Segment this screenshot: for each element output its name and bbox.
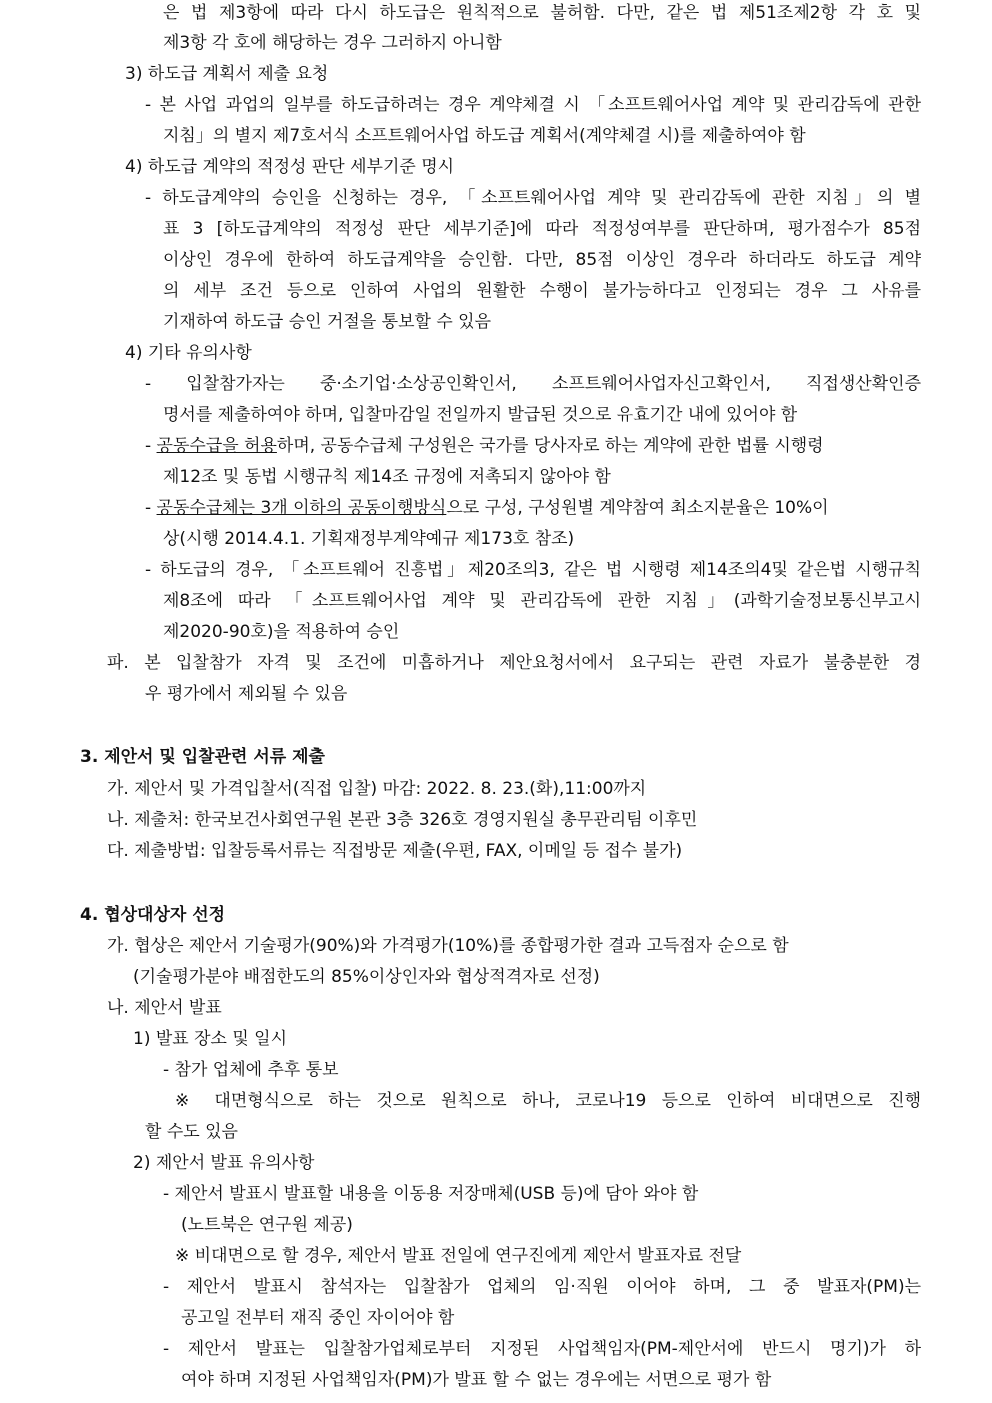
text-line: 가. 협상은 제안서 기술평가(90%)와 가격평가(10%)를 종합평가한 결과 고득점자 순으로 함 — [107, 936, 789, 956]
text-line: 상(시행 2014.4.1. 기획재정부계약예규 제173호 참조) — [163, 529, 575, 549]
dash: - — [145, 436, 157, 456]
text-span: 하며, 공동수급체 구성원은 국가를 당사자로 하는 계약에 관한 법률 시행령 — [276, 436, 824, 456]
section-heading: 4. 협상대상자 선정 — [80, 905, 226, 925]
text-line: 제3항 각 호에 해당하는 경우 그러하지 아니함 — [163, 33, 502, 53]
subsection-heading: 4) 기타 유의사항 — [125, 343, 252, 363]
text-line: 다. 제출방법: 입찰등록서류는 직접방문 제출(우편, FAX, 이메일 등 접수 불가) — [107, 841, 683, 861]
text-line: 기재하여 하도급 승인 거절을 통보할 수 있음 — [163, 312, 492, 332]
text-line: 표 3 [하도급계약의 적정성 판단 세부기준]에 따라 적정성여부를 판단하며, 평가점수가 85점 — [163, 219, 921, 239]
text-line: - 입찰참가자는 중·소기업·소상공인확인서, 소프트웨어사업자신고확인서, 직접생산확인증 — [145, 374, 921, 394]
note-line: ※ 비대면으로 할 경우, 제안서 발표 전일에 연구진에게 제안서 발표자료 전달 — [175, 1246, 742, 1266]
text-line: 나. 제안서 발표 — [107, 998, 222, 1018]
text-line: - 제안서 발표는 입찰참가업체로부터 지정된 사업책임자(PM-제안서에 반드시 명기)가 하 — [163, 1339, 921, 1359]
text-line: 제8조에 따라 「소프트웨어사업 계약 및 관리감독에 관한 지침」(과학기술정보통신부고시 — [163, 591, 921, 611]
text-line: - 본 사업 과업의 일부를 하도급하려는 경우 계약체결 시 「소프트웨어사업 계약 및 관리감독에 관한 — [145, 95, 921, 115]
text-line: 파. 본 입찰참가 자격 및 조건에 미흡하거나 제안요청서에서 요구되는 관련 자료가 불충분한 경 — [107, 653, 921, 673]
text-line: 의 세부 조건 등으로 인하여 사업의 원활한 수행이 불가능하다고 인정되는 경우 그 사유를 — [163, 281, 921, 301]
text-line: 여야 하며 지정된 사업책임자(PM)가 발표 할 수 없는 경우에는 서면으로 평가 함 — [181, 1370, 772, 1390]
text-span: 으로 구성, 구성원별 계약참여 최소지분율은 10%이 — [446, 498, 829, 518]
section-heading: 3. 제안서 및 입찰관련 서류 제출 — [80, 747, 325, 767]
subsection-heading: 1) 발표 장소 및 일시 — [133, 1029, 288, 1049]
text-line: 이상인 경우에 한하여 하도급계약을 승인함. 다만, 85점 이상인 경우라 하더라도 하도급 계약 — [163, 250, 921, 270]
text-line: 공고일 전부터 재직 중인 자이어야 함 — [181, 1308, 455, 1328]
text-line: - 참가 업체에 추후 통보 — [163, 1060, 339, 1080]
subsection-heading: 4) 하도급 계약의 적정성 판단 세부기준 명시 — [125, 157, 455, 177]
text-line: (노트북은 연구원 제공) — [181, 1215, 353, 1235]
note-line: ※ 대면형식으로 하는 것으로 원칙으로 하나, 코로나19 등으로 인하여 비대면으로 진행 — [175, 1091, 921, 1111]
text-line: 나. 제출처: 한국보건사회연구원 본관 3층 326호 경영지원실 총무관리팀 이후민 — [107, 810, 698, 830]
text-line: 지침」의 별지 제7호서식 소프트웨어사업 하도급 계획서(계약체결 시)를 제출하여야 함 — [163, 126, 806, 146]
text-line: - 하도급계약의 승인을 신청하는 경우, 「소프트웨어사업 계약 및 관리감독에 관한 지침」의 별 — [145, 188, 921, 208]
text-line: 은 법 제3항에 따라 다시 하도급은 원칙적으로 불허함. 다만, 같은 법 제51조제2항 각 호 및 — [163, 3, 921, 23]
text-line: 제2020-90호)을 적용하여 승인 — [163, 622, 400, 642]
text-line: 우 평가에서 제외될 수 있음 — [145, 684, 348, 704]
text-line: (기술평가분야 배점한도의 85%이상인자와 협상적격자로 선정) — [133, 967, 600, 987]
subsection-heading: 3) 하도급 계획서 제출 요청 — [125, 64, 329, 84]
text-line: 명서를 제출하여야 하며, 입찰마감일 전일까지 발급된 것으로 유효기간 내에 있어야 함 — [163, 405, 798, 425]
text-line: - 제안서 발표시 발표할 내용을 이동용 저장매체(USB 등)에 담아 와야 함 — [163, 1184, 699, 1204]
text-line — [145, 497, 829, 519]
text-line: - 하도급의 경우, 「소프트웨어 진흥법」제20조의3, 같은 법 시행령 제14조의4및 같은법 시행규칙 — [145, 560, 921, 580]
text-line: 제12조 및 동법 시행규칙 제14조 규정에 저촉되지 않아야 함 — [163, 467, 611, 487]
underlined-text: 공동수급체는 3개 이하의 공동이행방식 — [156, 498, 447, 518]
text-line — [145, 435, 824, 457]
text-line: 가. 제안서 및 가격입찰서(직접 입찰) 마감: 2022. 8. 23.(화),11:00까지 — [107, 779, 647, 799]
text-line: - 제안서 발표시 참석자는 입찰참가 업체의 임·직원 이어야 하며, 그 중 발표자(PM)는 — [163, 1277, 921, 1297]
subsection-heading: 2) 제안서 발표 유의사항 — [133, 1153, 315, 1173]
underlined-text: 공동수급을 허용 — [156, 436, 277, 456]
dash: - — [145, 498, 157, 518]
text-line: 할 수도 있음 — [145, 1122, 238, 1142]
